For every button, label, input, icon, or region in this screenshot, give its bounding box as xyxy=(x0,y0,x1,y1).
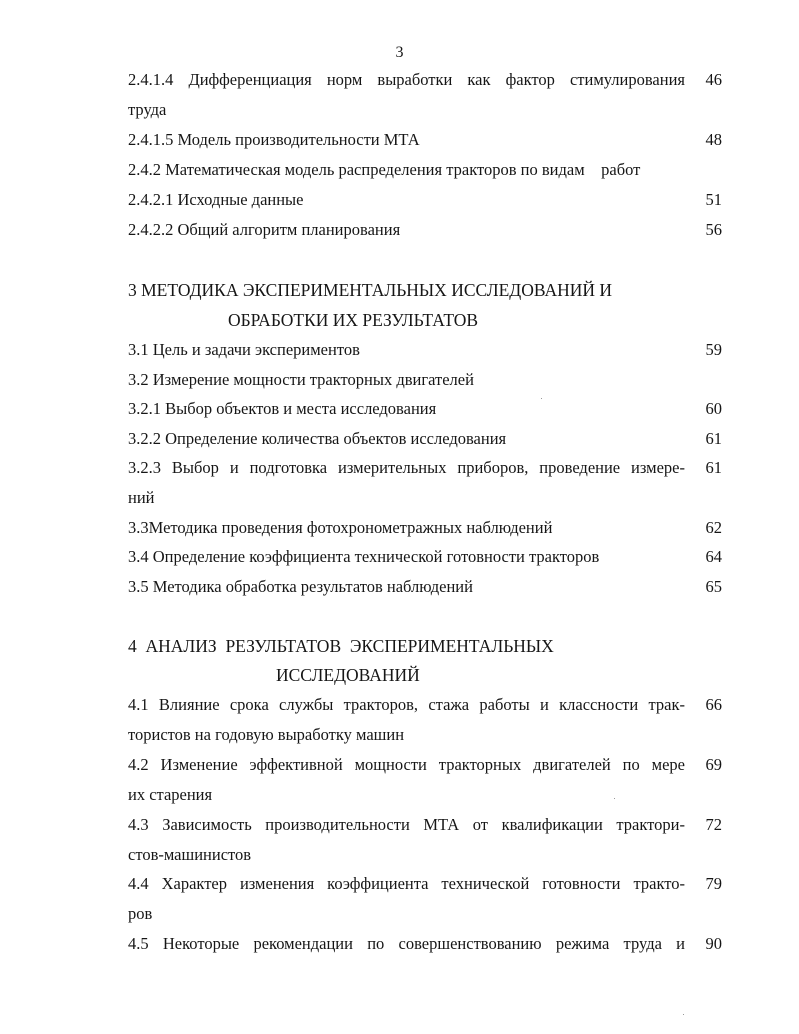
toc-entry-text: 4.5 Некоторые рекомендации по совершенствованию режима труда и xyxy=(128,934,685,953)
toc-entry-text: 4.1 Влияние срока службы тракторов, стажа работы и классности трак- xyxy=(128,695,685,714)
toc-entry-text: ний xyxy=(128,488,155,507)
toc-entry-page: 66 xyxy=(705,695,722,714)
toc-entry-page: 65 xyxy=(705,577,722,596)
scan-speck xyxy=(614,798,615,799)
toc-entry-text: 2.4.1.4 Дифференциация норм выработки как фактор стимулирования xyxy=(128,70,685,89)
scan-speck xyxy=(683,1014,684,1015)
toc-entry-page: 59 xyxy=(705,340,722,359)
toc-entry-page: 61 xyxy=(705,429,722,448)
scan-speck xyxy=(541,398,542,399)
toc-entry-text: их старения xyxy=(128,785,213,804)
toc-entry-text: труда xyxy=(128,100,167,119)
toc-entry-page: 64 xyxy=(705,547,722,566)
toc-entry-text: 3.2 Измерение мощности тракторных двигателей xyxy=(128,370,474,389)
chapter-heading: 4 АНАЛИЗ РЕЗУЛЬТАТОВ ЭКСПЕРИМЕНТАЛЬНЫХ xyxy=(128,636,554,656)
toc-entry-text: тористов на годовую выработку машин xyxy=(128,725,405,744)
toc-entry-page: 69 xyxy=(705,755,722,774)
toc-entry-text: 3.2.2 Определение количества объектов исследования xyxy=(128,429,507,448)
toc-entry-page: 48 xyxy=(705,130,722,149)
toc-entry-page: 51 xyxy=(705,190,722,209)
toc-entry-text: 2.4.2.2 Общий алгоритм планирования xyxy=(128,220,401,239)
toc-entry-text: 2.4.2 Математическая модель распределения тракторов по видам работ xyxy=(128,160,641,179)
toc-entry-page: 72 xyxy=(705,815,722,834)
toc-entry-text: стов-машинистов xyxy=(128,845,252,864)
toc-entry-text: 4.2 Изменение эффективной мощности тракторных двигателей по мере xyxy=(128,755,685,774)
toc-entry-text: 3.5 Методика обработка результатов наблюдений xyxy=(128,577,473,596)
toc-entry-text: 3.4 Определение коэффициента технической готовности тракторов xyxy=(128,547,600,566)
toc-entry-page: 60 xyxy=(705,399,722,418)
page-number: 3 xyxy=(395,44,404,61)
toc-entry-text: 4.4 Характер изменения коэффициента технической готовности тракто- xyxy=(128,874,685,893)
toc-entry-text: 2.4.1.5 Модель производительности МТА xyxy=(128,130,420,149)
toc-entry-text: 3.2.3 Выбор и подготовка измерительных приборов, проведение измере- xyxy=(128,458,685,477)
chapter-heading: ИССЛЕДОВАНИЙ xyxy=(276,665,420,685)
toc-entry-page: 79 xyxy=(705,874,722,893)
toc-entry-page: 56 xyxy=(705,220,722,239)
toc-entry-text: 3.3Методика проведения фотохронометражных наблюдений xyxy=(128,518,553,537)
toc-entry-page: 46 xyxy=(705,70,722,89)
toc-entry-text: ров xyxy=(128,904,153,923)
chapter-heading: 3 МЕТОДИКА ЭКСПЕРИМЕНТАЛЬНЫХ ИССЛЕДОВАНИЙ И xyxy=(128,280,613,300)
chapter-heading: ОБРАБОТКИ ИХ РЕЗУЛЬТАТОВ xyxy=(228,310,479,330)
toc-entry-text: 2.4.2.1 Исходные данные xyxy=(128,190,304,209)
toc-entry-page: 62 xyxy=(705,518,722,537)
toc-entry-text: 3.2.1 Выбор объектов и места исследования xyxy=(128,399,437,418)
toc-entry-text: 3.1 Цель и задачи экспериментов xyxy=(128,340,360,359)
toc-entry-page: 90 xyxy=(705,934,722,953)
toc-entry-text: 4.3 Зависимость производительности МТА от квалификации трактори- xyxy=(128,815,685,834)
toc-entry-page: 61 xyxy=(705,458,722,477)
